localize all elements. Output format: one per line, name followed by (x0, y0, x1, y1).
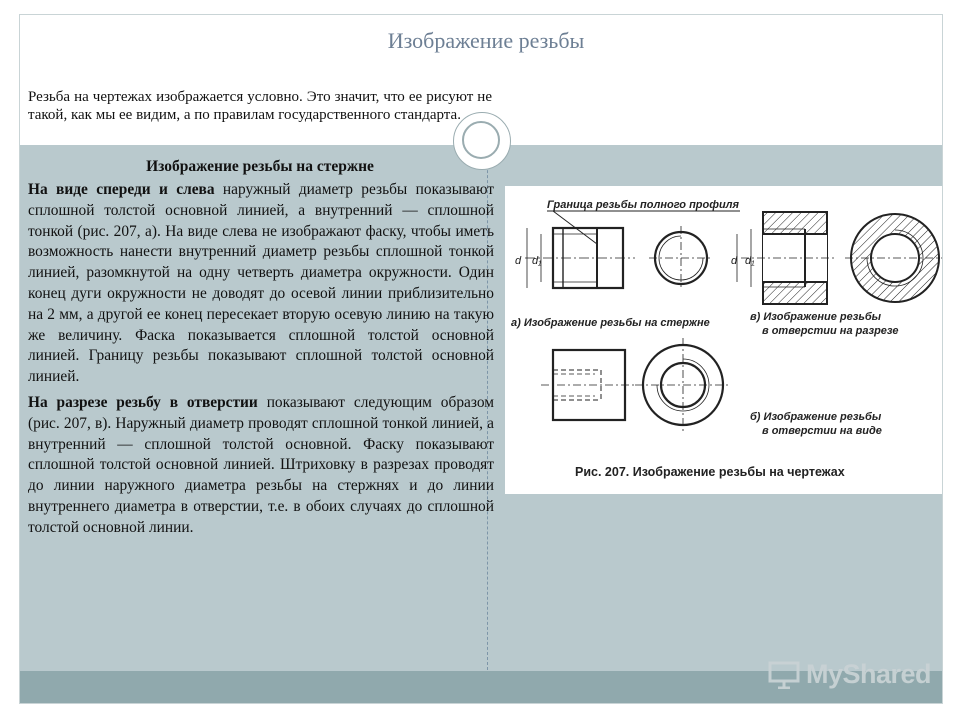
label-v-line1: в) Изображение резьбы (750, 311, 882, 323)
intro-paragraph: Резьба на чертежах изображается условно. Это значит, что ее рисуют не такой, как мы ее видим, а по правилам государственного стандарта. (28, 89, 492, 123)
hole-front-view (541, 350, 635, 420)
watermark (768, 654, 931, 694)
figure-caption: Рис. 207. Изображение резьбы на чертежах (575, 465, 845, 479)
svg-text:d: d (731, 255, 738, 267)
label-a: а) Изображение резьбы на стержне (511, 317, 710, 329)
rod-front-view (515, 228, 635, 288)
watermark-text: MyShared (806, 658, 932, 689)
thread-drawing-svg (505, 186, 942, 494)
label-b-line2: в отверстии на виде (762, 425, 882, 437)
hole-section-view (731, 212, 835, 304)
svg-text:d₁: d₁ (745, 255, 755, 267)
label-v-line2: в отверстии на разрезе (762, 325, 899, 337)
paragraph-lead: На разрезе резьбу в отверстии (28, 393, 258, 411)
slide-title: Изображение резьбы (387, 28, 585, 53)
presentation-icon (768, 659, 800, 689)
rod-side-view (649, 226, 713, 290)
paragraph-front-view (28, 180, 494, 388)
paragraph-text: показывают следующим образом (рис. 207, в). Наружный диаметр проводят сплошной тонкой линией, а внутренний — сплошной толстой основной. Фаску показывают сплошной толстой основной линией. Штриховку в разрезах проводят до линии наружного диаметра резьбы на стержнях и до линии внутреннего диаметра в отверстии, т.е. в обоих случаях до сплошной толстой основной линии. (28, 393, 494, 536)
section-heading: Изображение резьбы на стержне (146, 158, 374, 175)
callout-label: Граница резьбы полного профиля (547, 199, 740, 211)
hole-circle-view (635, 338, 731, 432)
body-text (28, 180, 494, 544)
hole-side-view (845, 214, 942, 302)
dim-d1-label: d₁ (532, 255, 542, 267)
paragraph-lead: На виде спереди и слева (28, 181, 215, 198)
label-b-line1: б) Изображение резьбы (750, 411, 882, 423)
thread-drawing-figure (505, 186, 942, 494)
paragraph-section-view (28, 393, 494, 539)
dim-d-label: d (515, 255, 522, 267)
paragraph-text: наружный диаметр резьбы показывают сплошной толстой основной линией, а внутренний — сплошной тонкой (рис. 207, а). На виде слева не изображают фаску, чтобы иметь возможность нанести внутренний диаметр резьбы сплошной тонкой линией, разомкнутой на одну четверть диаметра окружности. Один конец дуги окружности не доводят до осевой линии приблизительно на 2 мм, а другой ее конец пересекает вторую осевую линию на такую же величину. Фаска показывается сплошной толстой основной линией. Границу резьбы показывают сплошной толстой основной линией. (28, 181, 494, 386)
